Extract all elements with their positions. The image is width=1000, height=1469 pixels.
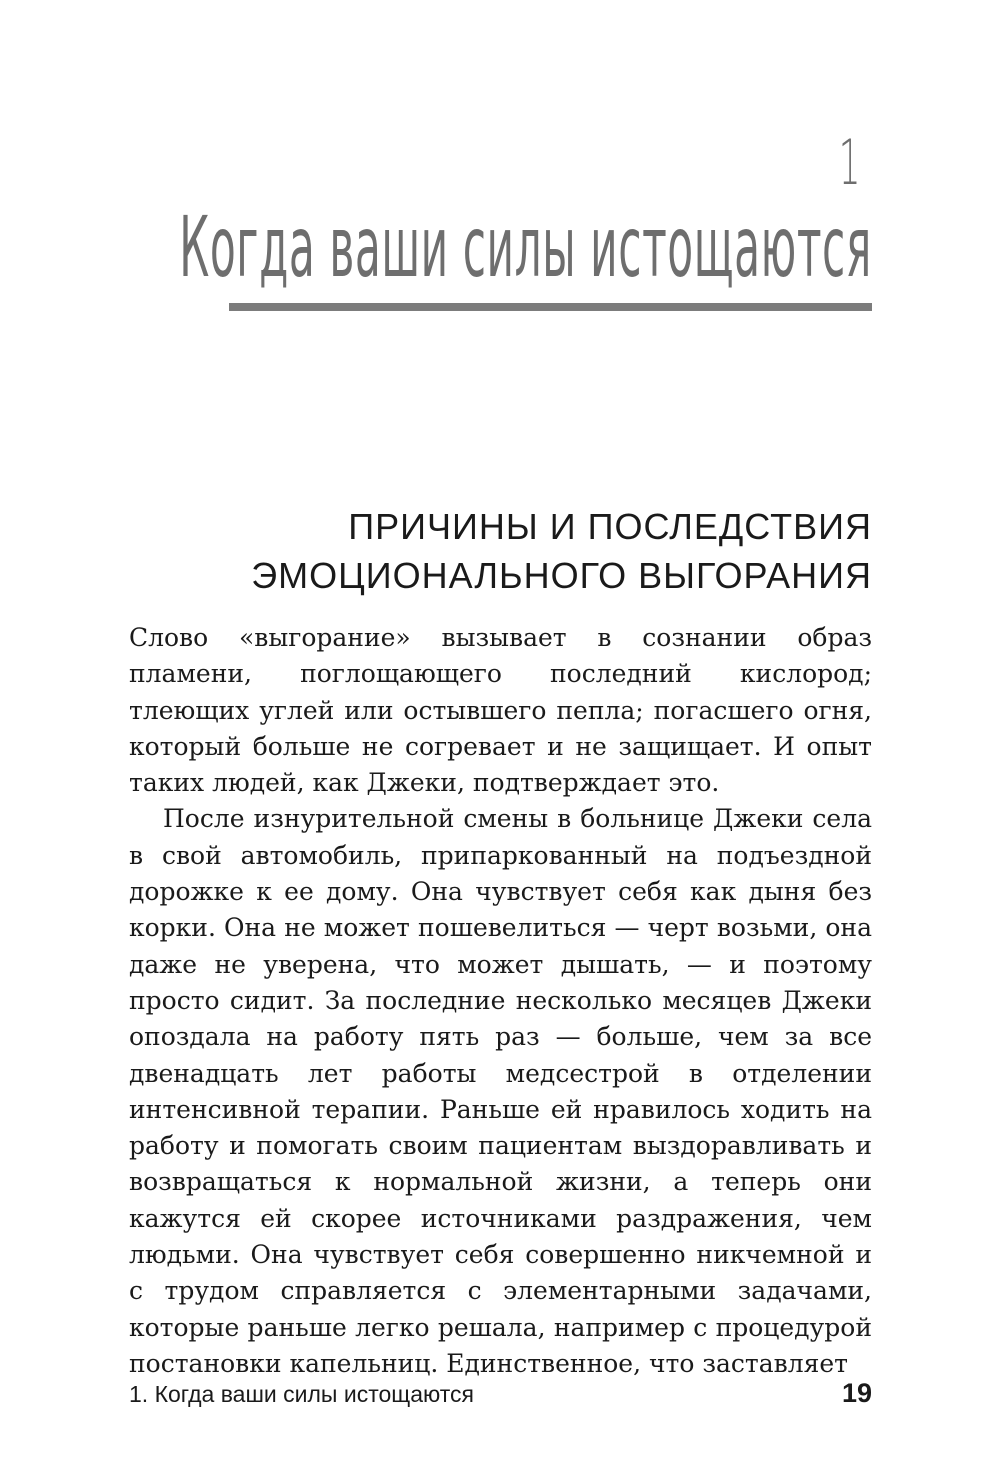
running-footer-title: 1. Когда ваши силы истощаются bbox=[129, 1381, 474, 1407]
page-number: 19 bbox=[841, 1378, 872, 1408]
chapter-number: 1 bbox=[838, 126, 860, 199]
paragraph: После изнурительной смены в больнице Джеки села в свой автомобиль, припаркованный на подъездной дорожке к ее дому. Она чувствует себя как дыня без корки. Она не может пошевелиться — черт возьми, она даже не уверена, что может дышать, — и поэтому просто сидит. За последние несколько месяцев Джеки опоздала на работу пять раз — больше, чем за все двенадцать лет работы медсестрой в отделении интенсивной терапии. Раньше ей нравилось ходить на работу и помогать своим пациентам выздоравливать и возвращаться к нормальной жизни, а теперь они кажутся ей скорее источниками раздражения, чем людьми. Она чувствует себя совершенно никчемной и с трудом справляется с элементарными задачами, которые раньше легко решала, например с процедурой постановки капельниц. Единственное, что заставляет bbox=[129, 804, 872, 1378]
body-text bbox=[129, 620, 872, 1382]
section-heading-line-1: ПРИЧИНЫ И ПОСЛЕДСТВИЯ bbox=[348, 506, 872, 547]
chapter-title-rule bbox=[229, 303, 872, 311]
section-heading bbox=[251, 502, 872, 600]
section-heading-line-2: ЭМОЦИОНАЛЬНОГО ВЫГОРАНИЯ bbox=[251, 555, 872, 596]
chapter-title: Когда ваши силы истощаются bbox=[179, 198, 872, 296]
paragraph: Слово «выгорание» вызывает в сознании образ пламени, поглощающего последний кислород; тлеющих углей или остывшего пепла; погасшего огня, который больше не согревает и не защищает. И опыт таких людей, как Джеки, подтверждает это. bbox=[129, 623, 872, 798]
